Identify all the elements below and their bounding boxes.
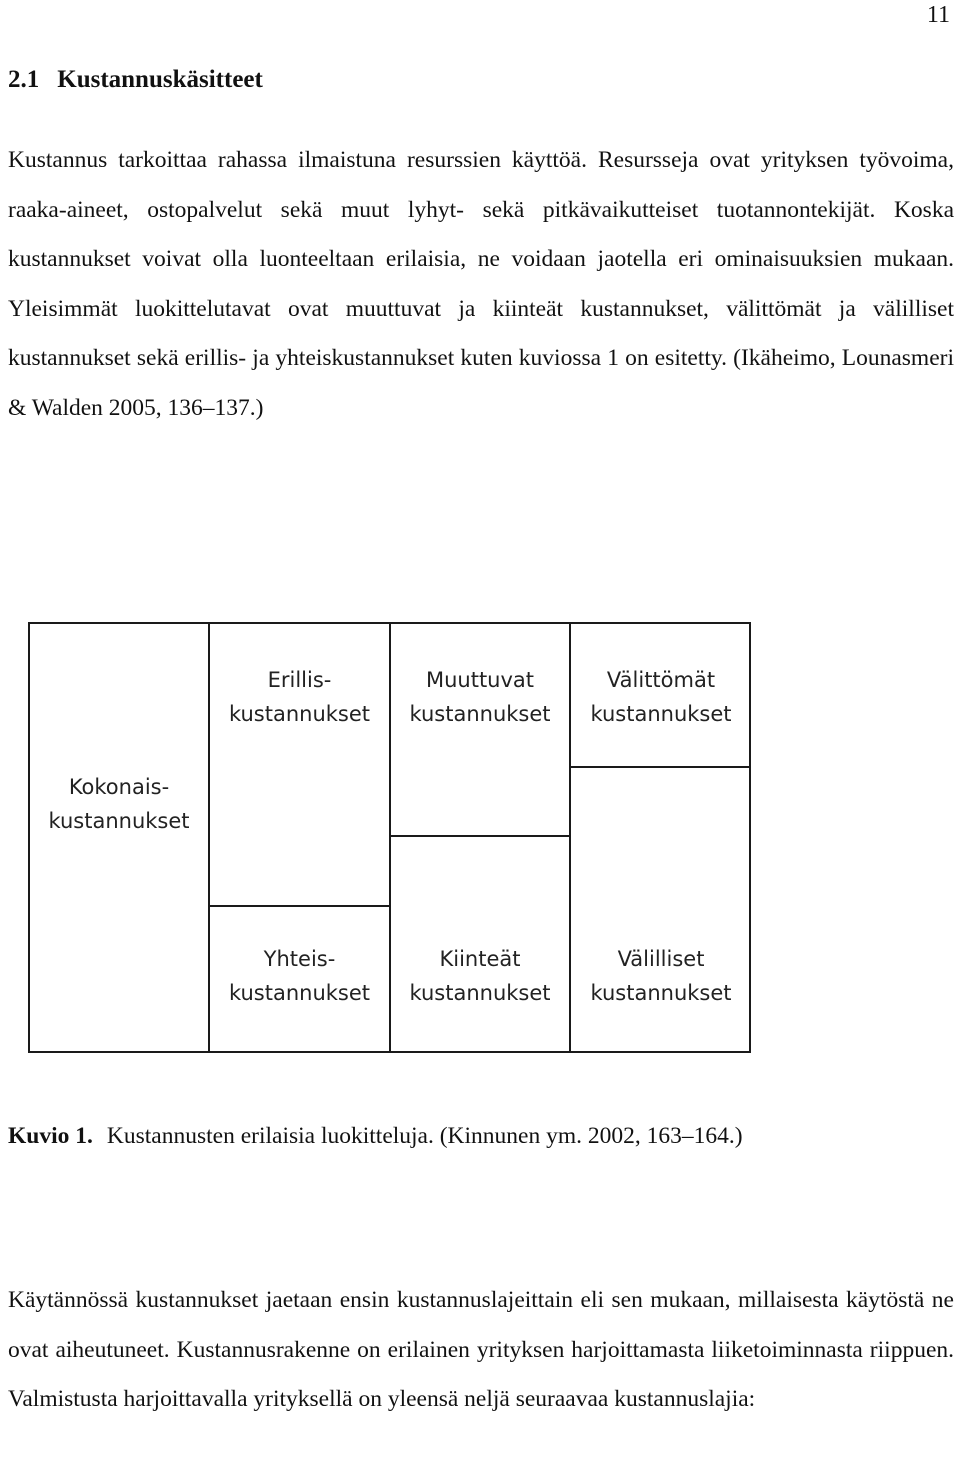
cost-classification-figure bbox=[28, 622, 751, 1053]
page-number: 11 bbox=[926, 2, 950, 28]
label-joint-costs: Yhteis- kustannukset bbox=[228, 947, 371, 1005]
body-paragraph-1: Kustannus tarkoittaa rahassa ilmaistuna resurssien käyttöä. Resursseja ovat yrityksen työvoima, raaka-aineet, ostopalvelut sekä muut lyhyt- sekä pitkävaikutteiset tuotannontekijät. Koska kustannukset voivat olla luonteeltaan erilaisia, ne voidaan jaotella eri ominaisuuksien mukaan. Yleisimmät luokittelutavat ovat muuttuvat ja kiinteät kustannukset, välittömät ja välilliset kustannukset sekä erillis- ja yhteiskustannukset kuten kuviossa 1 on esitetty. (Ikäheimo, Lounasmeri & Walden 2005, 136–137.) bbox=[8, 147, 954, 421]
section-number: 2.1 bbox=[8, 66, 40, 93]
figure-caption bbox=[8, 1123, 743, 1150]
caption-label: Kuvio 1. bbox=[8, 1123, 93, 1149]
section-heading bbox=[8, 66, 263, 94]
label-fixed-costs: Kiinteät kustannukset bbox=[409, 947, 551, 1005]
label-indirect-costs: Välilliset kustannukset bbox=[590, 947, 732, 1005]
divider-direct-indirect bbox=[569, 766, 751, 768]
divider-variable-fixed bbox=[389, 835, 571, 837]
body-paragraph-2: Käytännössä kustannukset jaetaan ensin kustannuslajeittain eli sen mukaan, millaisesta käytöstä ne ovat aiheutuneet. Kustannusrakenne on erilainen yrityksen harjoittamasta liiketoiminnasta riippuen. Valmistusta harjoittavalla yrityksellä on yleensä neljä seuraavaa kustannuslajia: bbox=[8, 1287, 954, 1412]
label-separate-costs: Erillis- kustannukset bbox=[228, 668, 371, 726]
divider-separate-joint bbox=[208, 905, 391, 907]
label-direct-costs: Välittömät kustannukset bbox=[590, 668, 732, 726]
label-total-costs: Kokonais- kustannukset bbox=[48, 775, 190, 833]
label-variable-costs: Muuttuvat kustannukset bbox=[409, 668, 551, 726]
section-title: Kustannuskäsitteet bbox=[57, 66, 263, 93]
caption-text: Kustannusten erilaisia luokitteluja. (Kinnunen ym. 2002, 163–164.) bbox=[106, 1123, 743, 1149]
